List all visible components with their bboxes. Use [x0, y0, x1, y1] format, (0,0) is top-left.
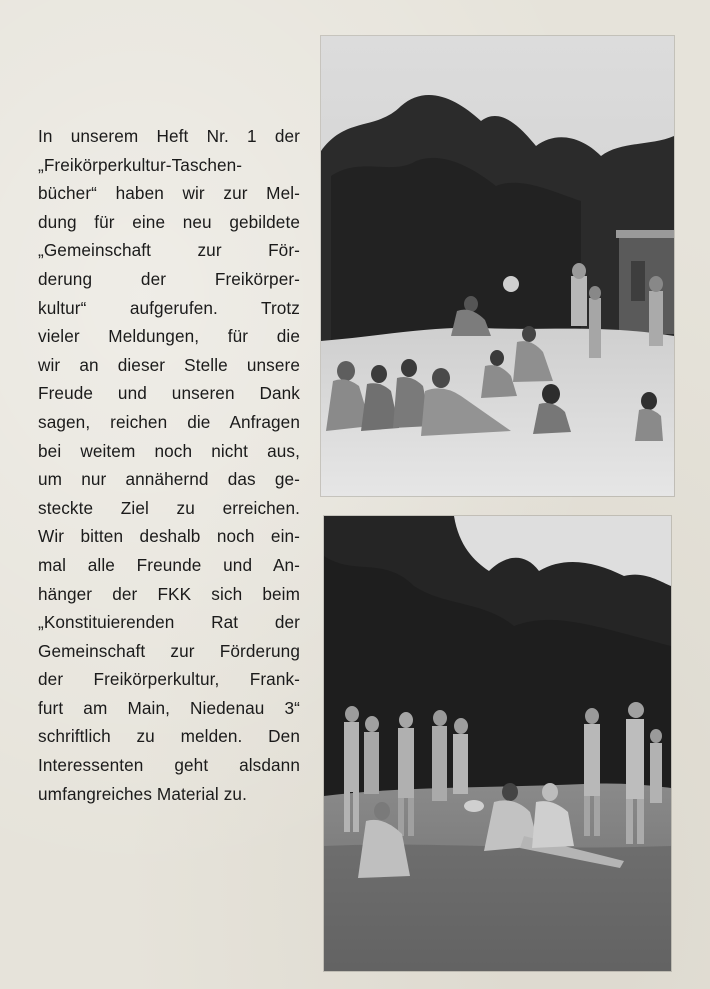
text-line: In unserem Heft Nr. 1 der — [38, 126, 300, 146]
text-line: wir an dieser Stelle unsere — [38, 354, 300, 375]
text-line: „Gemeinschaft zur För- — [38, 240, 300, 261]
text-line: schriftlich zu melden. Den — [38, 726, 300, 747]
text-line: bücher“ haben wir zur Mel- — [38, 183, 300, 204]
text-line: der Freikörperkultur, Frank- — [38, 669, 300, 690]
photo-meadow-group — [324, 516, 671, 971]
text-line: bei weitem noch nicht aus, — [38, 440, 300, 461]
text-line: „Konstituierenden Rat der — [38, 612, 300, 633]
text-line: Interessenten geht alsdann — [38, 755, 300, 776]
photo-sandy-clearing-image — [321, 36, 674, 496]
text-line: Gemeinschaft zur Förderung — [38, 640, 300, 661]
text-line: derung der Freikörper- — [38, 268, 300, 289]
text-line: „Freikörperkultur-Taschen- — [38, 154, 243, 175]
photo-meadow-image — [324, 516, 671, 971]
text-line: furt am Main, Niedenau 3“ — [38, 697, 300, 718]
text-line: um nur annähernd das ge- — [38, 469, 300, 490]
text-line: dung für eine neu gebildete — [38, 211, 300, 232]
text-line: Freude und unseren Dank — [38, 383, 300, 404]
text-line: kultur“ aufgerufen. Trotz — [38, 297, 300, 318]
text-line: sagen, reichen die Anfragen — [38, 411, 300, 432]
article-text — [38, 122, 300, 808]
text-line: hänger der FKK sich beim — [38, 583, 300, 604]
text-line: Wir bitten deshalb noch ein- — [38, 526, 300, 547]
text-line: umfangreiches Material zu. — [38, 783, 247, 804]
text-line: mal alle Freunde und An- — [38, 554, 300, 575]
text-line: vieler Meldungen, für die — [38, 326, 300, 347]
text-line: steckte Ziel zu erreichen. — [38, 497, 300, 518]
photo-sandy-clearing-group — [321, 36, 674, 496]
